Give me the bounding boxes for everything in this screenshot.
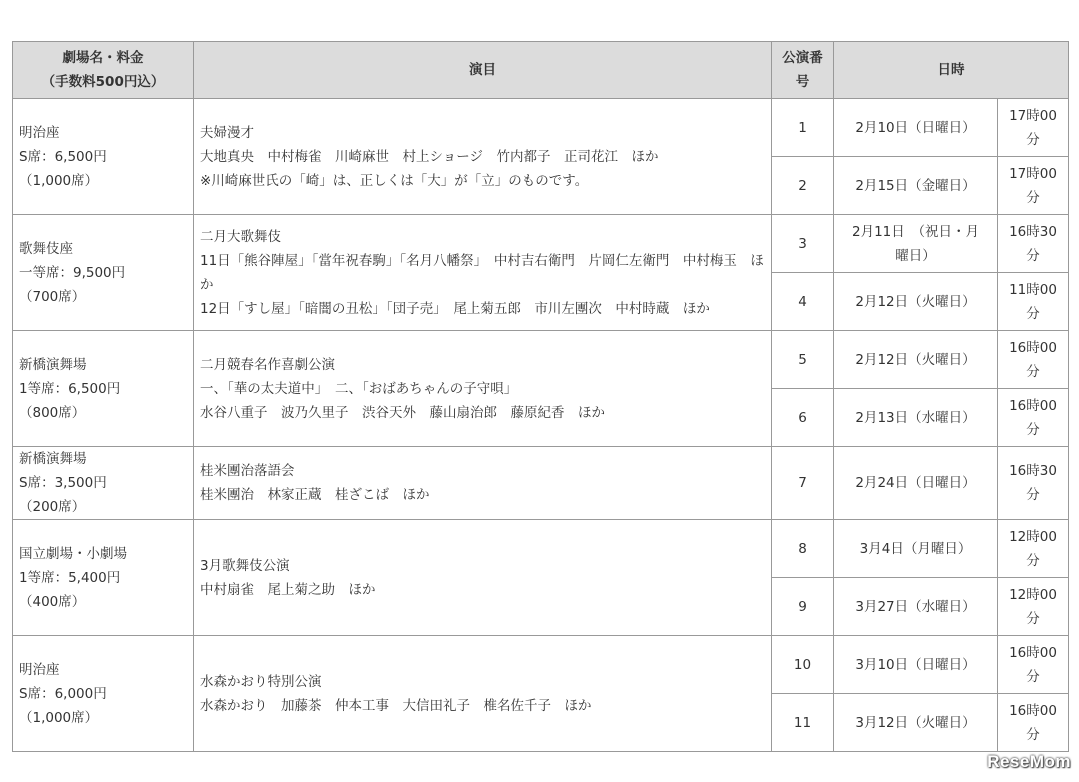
program-line: 水森かおり 加藤茶 仲本工事 大信田礼子 椎名佐千子 ほか	[200, 697, 592, 714]
theater-cell: 新橋演舞場 1等席：6,500円 （800席）	[13, 331, 194, 447]
show-date-cell: 2月11日 （祝日・月 曜日）	[834, 215, 998, 273]
show-date-cell: 3月12日（火曜日）	[834, 694, 998, 752]
show-date-cell: 2月10日（日曜日）	[834, 99, 998, 157]
show-date-cell: 3月10日（日曜日）	[834, 636, 998, 694]
show-number-cell: 4	[772, 273, 834, 331]
show-number-cell: 8	[772, 520, 834, 578]
show-number-cell: 7	[772, 447, 834, 520]
show-date-cell: 2月12日（火曜日）	[834, 273, 998, 331]
program-cell	[194, 447, 772, 520]
program-line: 3月歌舞伎公演	[200, 557, 290, 574]
show-time-cell: 16時00 分	[998, 331, 1069, 389]
show-time-cell: 17時00 分	[998, 99, 1069, 157]
header-number: 公演番号	[772, 42, 834, 99]
show-number-cell: 5	[772, 331, 834, 389]
show-number-cell: 6	[772, 389, 834, 447]
show-number-cell: 1	[772, 99, 834, 157]
program-line: 11日「熊谷陣屋」「當年祝春駒」「名月八幡祭」 中村吉右衛門 片岡仁左衛門 中村梅玉 ほか	[200, 252, 764, 293]
header-datetime: 日時	[834, 42, 1069, 99]
program-line: 大地真央 中村梅雀 川崎麻世 村上ショージ 竹内都子 正司花江 ほか	[200, 148, 659, 165]
show-time-cell: 16時00 分	[998, 694, 1069, 752]
program-line: 一、「華の太夫道中」 二、「おばあちゃんの子守唄」	[200, 380, 518, 397]
theater-cell: 国立劇場・小劇場 1等席：5,400円 （400席）	[13, 520, 194, 636]
program-line: ※川崎麻世氏の「崎」は、正しくは「大」が「立」のものです。	[200, 172, 589, 189]
program-line: 桂米團治落語会	[200, 463, 295, 479]
show-date-cell: 2月13日（水曜日）	[834, 389, 998, 447]
show-time-cell: 16時30 分	[998, 447, 1069, 520]
show-date-cell: 3月27日（水曜日）	[834, 578, 998, 636]
table-row	[13, 331, 1069, 389]
program-cell	[194, 520, 772, 636]
program-line: 水谷八重子 波乃久里子 渋谷天外 藤山扇治郎 藤原紀香 ほか	[200, 404, 605, 421]
show-number-cell: 10	[772, 636, 834, 694]
show-time-cell: 16時00 分	[998, 389, 1069, 447]
program-cell	[194, 636, 772, 752]
table-row	[13, 636, 1069, 694]
header-theater: 劇場名・料金 （手数料500円込）	[13, 42, 194, 99]
show-number-cell: 3	[772, 215, 834, 273]
show-date-cell: 2月24日（日曜日）	[834, 447, 998, 520]
show-time-cell: 16時00 分	[998, 636, 1069, 694]
show-time-cell: 16時30 分	[998, 215, 1069, 273]
table-row	[13, 447, 1069, 520]
theater-cell: 新橋演舞場 S席：3,500円 （200席）	[13, 447, 194, 520]
show-time-cell: 12時00 分	[998, 520, 1069, 578]
program-line: 二月競春名作喜劇公演	[200, 356, 335, 373]
show-time-cell: 12時00 分	[998, 578, 1069, 636]
show-number-cell: 9	[772, 578, 834, 636]
program-cell	[194, 215, 772, 331]
theater-cell: 明治座 S席：6,000円 （1,000席）	[13, 636, 194, 752]
show-date-cell: 2月12日（火曜日）	[834, 331, 998, 389]
show-time-cell: 11時00 分	[998, 273, 1069, 331]
show-date-cell: 2月15日（金曜日）	[834, 157, 998, 215]
table-row	[13, 520, 1069, 578]
show-number-cell: 2	[772, 157, 834, 215]
program-line: 12日「すし屋」「暗闇の丑松」「団子売」 尾上菊五郎 市川左團次 中村時蔵 ほか	[200, 300, 710, 317]
program-line: 中村扇雀 尾上菊之助 ほか	[200, 581, 376, 598]
program-cell	[194, 99, 772, 215]
table-row	[13, 99, 1069, 157]
header-program: 演目	[194, 42, 772, 99]
table-row	[13, 215, 1069, 273]
program-line: 水森かおり特別公演	[200, 673, 322, 690]
theater-cell: 明治座 S席：6,500円 （1,000席）	[13, 99, 194, 215]
show-time-cell: 17時00 分	[998, 157, 1069, 215]
theater-cell: 歌舞伎座 一等席：9,500円 （700席）	[13, 215, 194, 331]
watermark-logo: ReseMom	[987, 752, 1071, 771]
show-date-cell: 3月4日（月曜日）	[834, 520, 998, 578]
schedule-table	[12, 41, 1069, 752]
program-cell	[194, 331, 772, 447]
program-line: 夫婦漫才	[200, 124, 254, 141]
program-line: 二月大歌舞伎	[200, 228, 281, 245]
program-line: 桂米團治 林家正蔵 桂ざこば ほか	[200, 487, 430, 503]
show-number-cell: 11	[772, 694, 834, 752]
